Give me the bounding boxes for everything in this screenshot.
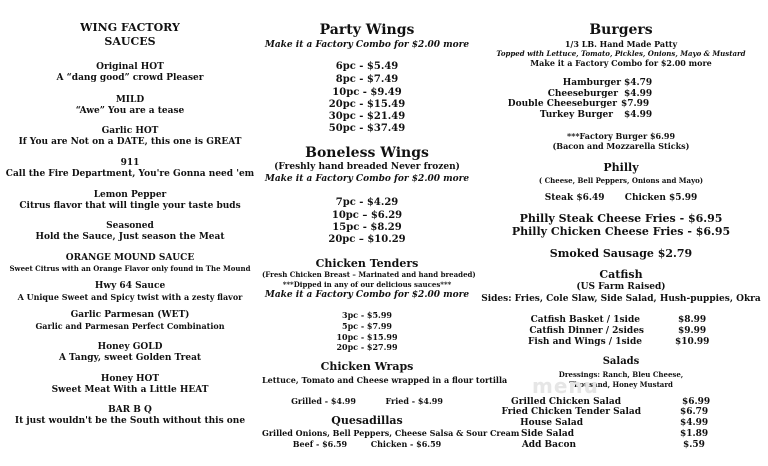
factory-burger: ***Factory Burger $6.99 — [566, 131, 676, 141]
chicken-tenders-item: 10pc - $15.99 — [336, 332, 398, 342]
boneless-wings-title: Boneless Wings — [305, 145, 429, 161]
chicken-tenders-item: 3pc - $5.99 — [342, 310, 392, 320]
salad-price: $1.89 — [680, 429, 709, 439]
philly-chicken-fries: Philly Chicken Cheese Fries - $6.95 — [511, 225, 731, 238]
sauce-name: Honey GOLD — [97, 342, 163, 352]
boneless-wings-combo: Make it a Factory Combo for $2.00 more — [264, 174, 470, 184]
salad-name: Add Bacon — [521, 440, 576, 450]
catfish-row — [474, 337, 768, 348]
burger-name: Turkey Burger — [539, 110, 613, 120]
chicken-wraps-title: Chicken Wraps — [320, 360, 414, 373]
sauce-name: 911 — [120, 158, 140, 168]
smoked-sausage: Smoked Sausage $2.79 — [549, 247, 693, 260]
catfish-row — [474, 326, 768, 337]
quesadilla-chicken-price: Chicken - $6.59 — [370, 439, 442, 449]
party-wings-item: 8pc - $7.49 — [335, 74, 399, 85]
quesadillas-desc: Grilled Onions, Bell Peppers, Cheese Salsa & Sour Cream — [262, 428, 520, 438]
catfish-price: $9.99 — [678, 326, 707, 336]
salad-name: Fried Chicken Tender Salad — [501, 407, 641, 417]
party-wings-item: 6pc - $5.49 — [335, 61, 399, 72]
salad-price: $6.99 — [682, 397, 711, 407]
wrap-grilled-price: Grilled - $4.99 — [291, 396, 356, 406]
sauce-name: Seasoned — [106, 221, 154, 231]
philly-steak-price: Steak $6.49 — [544, 193, 605, 203]
chicken-tenders-title: Chicken Tenders — [315, 257, 419, 270]
salad-price: $6.79 — [680, 407, 709, 417]
burger-row — [474, 78, 768, 89]
boneless-wings-item: 20pc – $10.29 — [328, 234, 406, 245]
sauce-desc: A Tangy, sweet Golden Treat — [58, 353, 202, 363]
catfish-title: Catfish — [599, 268, 643, 281]
salad-row — [474, 429, 768, 440]
party-wings-item: 50pc - $37.49 — [328, 123, 406, 134]
salads-dressings1: Dressings: Ranch, Bleu Cheese, — [558, 370, 684, 379]
party-wings-item: 10pc - $9.49 — [332, 87, 402, 98]
sauce-name: MILD — [115, 95, 145, 105]
menu-watermark: menu — [532, 374, 599, 398]
sauce-desc: It just wouldn't be the South without this one — [14, 416, 246, 426]
sauce-name: ORANGE MOUND SAUCE — [65, 253, 195, 263]
salad-row — [474, 418, 768, 429]
burger-row — [474, 110, 768, 121]
salad-row — [474, 407, 768, 418]
boneless-wings-sub: (Freshly hand breaded Never frozen) — [274, 162, 460, 172]
quesadillas-title: Quesadillas — [331, 414, 403, 427]
catfish-price: $10.99 — [675, 337, 710, 347]
chicken-tenders-item: 5pc - $7.99 — [342, 321, 392, 331]
salad-name: House Salad — [520, 418, 583, 428]
sauce-desc: “Awe” You are a tease — [75, 106, 185, 116]
party-wings-title: Party Wings — [319, 22, 415, 38]
catfish-name: Fish and Wings / 1side — [528, 337, 642, 347]
factory-burger-sub: (Bacon and Mozzarella Sticks) — [552, 141, 690, 151]
philly-sub: ( Cheese, Bell Peppers, Onions and Mayo) — [538, 176, 704, 185]
sauce-desc: If You are Not on a DATE, this one is GREAT — [18, 137, 242, 147]
sauce-desc: A Unique Sweet and Spicy twist with a zesty flavor — [17, 292, 243, 302]
sauce-name: Honey HOT — [100, 374, 160, 384]
burgers-combo: Make it a Factory Combo for $2.00 more — [530, 58, 712, 68]
philly-chicken-price: Chicken $5.99 — [624, 193, 698, 203]
chicken-wraps-desc: Lettuce, Tomato and Cheese wrapped in a flour tortilla — [262, 375, 508, 385]
burger-price: $7.99 — [621, 99, 650, 109]
burgers-sub1: 1/3 LB. Hand Made Patty — [564, 39, 678, 49]
burger-name: Double Cheeseburger — [507, 99, 617, 109]
sauce-desc: Garlic and Parmesan Perfect Combination — [35, 321, 225, 331]
chicken-tenders-sub2: ***Dipped in any of our delicious sauces*** — [282, 280, 452, 289]
sauces-title-line2: SAUCES — [104, 35, 156, 48]
party-wings-combo: Make it a Factory Combo for $2.00 more — [264, 40, 470, 50]
boneless-wings-item: 10pc – $6.29 — [331, 210, 403, 221]
burgers-title: Burgers — [589, 22, 653, 38]
party-wings-item: 30pc - $21.49 — [328, 111, 406, 122]
wrap-fried-price: Fried - $4.99 — [385, 396, 443, 406]
catfish-sides: Sides: Fries, Cole Slaw, Side Salad, Hush-puppies, Okra — [481, 294, 761, 304]
catfish-price: $8.99 — [678, 315, 707, 325]
salad-name: Grilled Chicken Salad — [511, 397, 621, 407]
burger-price: $4.99 — [624, 89, 653, 99]
salad-price: $4.99 — [680, 418, 709, 428]
sauce-name: BAR B Q — [108, 405, 152, 415]
chicken-tenders-sub1: (Fresh Chicken Breast – Marinated and hand breaded) — [262, 270, 476, 279]
sauce-desc: Citrus flavor that will tingle your taste buds — [19, 201, 241, 211]
burger-name: Cheeseburger — [547, 89, 618, 99]
quesadillas-prices — [262, 439, 472, 449]
burger-row — [474, 99, 768, 110]
sauce-desc: Sweet Citrus with an Orange Flavor only found in The Mound — [9, 264, 251, 273]
sauce-name: Garlic Parmesan (WET) — [70, 310, 190, 320]
burger-price: $4.79 — [624, 78, 653, 88]
sauce-desc: Sweet Meat With a Little HEAT — [51, 385, 209, 395]
philly-prices — [474, 193, 768, 203]
chicken-wraps-prices — [262, 396, 472, 406]
sauce-name: Original HOT — [96, 62, 164, 72]
party-wings-item: 20pc - $15.49 — [328, 99, 406, 110]
catfish-name: Catfish Dinner / 2sides — [529, 326, 644, 336]
salads-dressings2: Thousand, Honey Mustard — [569, 380, 673, 389]
sauce-desc: Call the Fire Department, You're Gonna need 'em — [5, 169, 255, 179]
salads-title: Salads — [602, 356, 640, 367]
catfish-row — [474, 315, 768, 326]
chicken-tenders-item: 20pc - $27.99 — [336, 342, 398, 352]
philly-steak-fries: Philly Steak Cheese Fries - $6.95 — [519, 212, 723, 225]
salad-row — [474, 440, 768, 451]
burger-name: Hamburger — [562, 78, 621, 88]
boneless-wings-item: 7pc - $4.29 — [335, 197, 399, 208]
sauce-name: Garlic HOT — [101, 126, 159, 136]
sauces-title-line1: WING FACTORY — [80, 21, 180, 34]
burger-price: $4.99 — [624, 110, 653, 120]
burgers-sub2: Topped with Lettuce, Tomato, Pickles, Onions, Mayo & Mustard — [496, 49, 746, 58]
quesadilla-beef-price: Beef - $6.59 — [292, 439, 348, 449]
sauce-desc: Hold the Sauce, Just season the Meat — [35, 232, 225, 242]
catfish-sub: (US Farm Raised) — [576, 282, 666, 292]
salad-price: $.59 — [683, 440, 705, 450]
boneless-wings-item: 15pc - $8.29 — [332, 222, 402, 233]
catfish-name: Catfish Basket / 1side — [530, 315, 640, 325]
salad-name: Side Salad — [521, 429, 574, 439]
chicken-tenders-combo: Make it a Factory Combo for $2.00 more — [264, 290, 470, 300]
philly-title: Philly — [603, 161, 639, 174]
sauce-desc: A “dang good” crowd Pleaser — [56, 73, 204, 83]
sauce-name: Lemon Pepper — [93, 190, 167, 200]
sauce-name: Hwy 64 Sauce — [94, 281, 166, 291]
